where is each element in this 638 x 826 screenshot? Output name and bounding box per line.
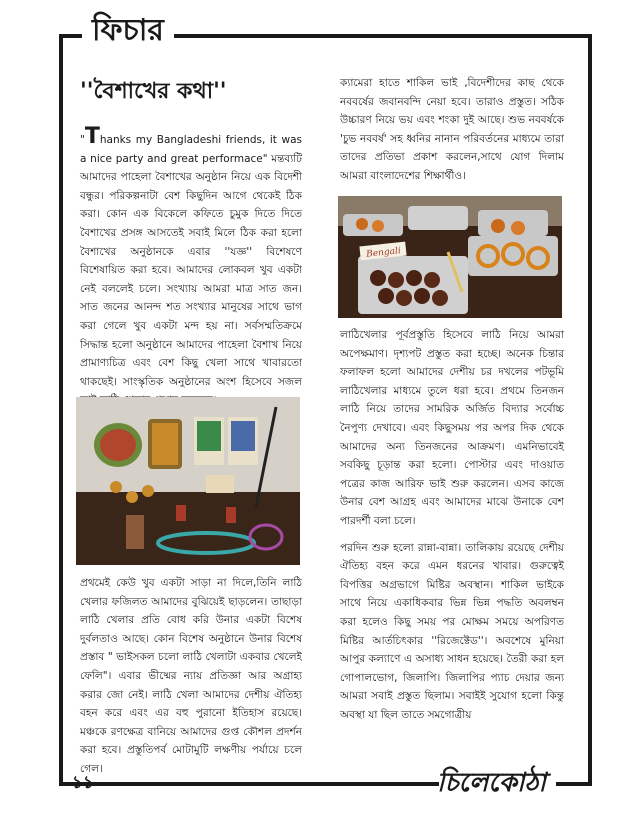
frame-right-line	[588, 34, 592, 786]
food-photo	[338, 196, 562, 318]
frame-bottom-line-right	[556, 782, 592, 786]
left-paragraph-2: প্রথমেই কেউ খুব একটা সাড়া না দিলে,তিনি লাঠি খেলার ফজিলত আমাদের বুঝিয়েই ছাড়লেন। তাছাড়া লাঠি খেলার প্রতি বোধ করি উনার একটা বিশেষ দুর্বলতাও আছে। কোন বিশেষ অনুষ্ঠানে উনার বিশেষ প্রস্তাব " ভাইসকল চলো লাঠি খেলাটা একবার খেলেই ফেলি"। এবার ভীষ্মের ন্যায় প্রতিজ্ঞা আর অগ্রাহ্য করার জো নেই। লাঠি খেলা আমাদের দেশীয় ঐতিহ্য বহন করে এবং এর বহু পুরানো ইতিহাস রয়েছে। মঞ্চকে রণক্ষেত্র বানিয়ে আমাদের গুপ্ত কৌশল প্রদর্শন করা হবে। প্রস্তুতিপর্ব মোটামুটি লক্ষণীয় পর্যায়ে চলে গেল।	[80, 577, 302, 775]
drop-cap: T	[84, 124, 100, 149]
brand-logo: চিলেকোঠা	[437, 768, 546, 798]
right-column-lower	[340, 326, 564, 732]
quote-mark: "	[80, 134, 85, 146]
page-number: ১১	[72, 773, 95, 793]
food-sign-text: Bengali	[365, 246, 402, 260]
right-paragraph-2: লাঠিখেলার পূর্বপ্রস্তুতি হিসেবে লাঠি নিয়ে আমরা অপেক্ষমাণ। দৃশ্যপট প্রস্তুত করা হচ্ছে। অনেক চিন্তার ফলাফল হলো আমাদের দেশীয় চর দখলের পটভূমি লাঠিখেলার মাধ্যমে তুলে ধরা হবে। প্রথমে তিনজন লাঠি নিয়ে তাদের সামরিক অর্জিত বিদ্যার সর্বোচ্চ নৈপুণ্য দেখাবে। এবং কিছুসময় পর অপর দিক থেকে আমাদের অন্য তিনজনের আক্রমণ। এমনিভাবেই সবকিছু চূড়ান্ত করা হলো। পোস্টার এবং দাওয়াত পত্রের কাজ আরিফ ভাই শুরু করলেন। এসব কাজে উনার বেশ আগ্রহ এবং আমাদের মাঝে উনাকে বেশ পারদর্শী বলা চলে।	[340, 329, 564, 527]
left-paragraph-1	[80, 124, 302, 410]
section-label: ফিচার	[82, 6, 174, 56]
left-column-lower	[80, 574, 302, 787]
frame-left-line	[59, 34, 63, 786]
right-paragraph-3: পরদিন শুরু হলো রান্না-বান্না। তালিকায় রয়েছে দেশীয় ঐতিহ্য বহন করে এমন ধরনের খাবার। গুরুত্বেই বিপত্তির অগ্রভাগে মিষ্টির অবস্থান। শাকিল ভাইকে সাথে নিয়ে একাধিকবার ভিন্ন ভিন্ন পদ্ধতি অবলম্বন করা হলেও কিছু সময় পর মোক্ষম সময়ে অপরিণত মিষ্টির আর্তচিৎকার ''রিজেক্টেড''। অবশেষে মুনিয়া আপুর কল্যাণে এ অসাধ্য সাধন হয়েছে। তৈরী করা হল গোপালভোগ, জিলাপি। জিলাপির প্যাচ দেয়ার জন্য আমরা সবাই প্রস্তুত ছিলাম। সবাইই সুযোগ হলো কিন্তু অবস্থা যা ছিল তাতে সমগোত্রীয়	[340, 541, 564, 721]
article-title: ''বৈশাখের কথা''	[80, 79, 227, 104]
left-column-upper	[80, 124, 302, 418]
right-paragraph-1: ক্যামেরা হাতে শাকিল ভাই ,বিদেশীদের কাছ থেকে নববর্ষের জবানবন্দি নেয়া হবে। তারাও প্রস্তুত। সঠিক উচ্চারণ নিয়ে ভয় এবং শংকা দুই আছে। শুভ নববর্ষকে 'চুভ নববর্ষ' সহ ধ্বনির নানান পরিবর্তনের মাধ্যমে তারা তাদের প্রতিভা প্রকাশ করলেন,সাথে যোগ দিলাম আমরা বাংলাদেশের শিক্ষার্থীও।	[340, 77, 564, 182]
crafts-illustration	[76, 397, 300, 565]
crafts-photo	[76, 397, 300, 565]
paragraph-text: hanks my Bangladeshi friends, it was a nice party and great performace" মন্তব্যটি আমাদের পাহেলা বৈশাখের অনুষ্ঠান নিয়ে এক বিদেশী বন্ধুর। পরিকল্পনাটা বেশ কিছুদিন আগে থেকেই ঠিক করা। কোন এক বিকেলে কফিতে চুমুক দিতে দিতে বৈশাখের প্রসঙ্গ আসতেই সবাই মিলে ঠিক করা হলো বৈশাখের অনুষ্ঠানকে এবার ''যজ্ঞ'' বিশেষণে বিশেষায়িত করা হবে। আমাদের লোকবল খুব একটা নেই বললেই চলে। সংখ্যায় আমরা মাত্র সাত জন। সাত জনের আনন্দ শত সংখ্যার মানুষের সাথে ভাগ করা গেলে খুব একটা মন্দ হয় না। সর্বসম্মতিক্রমে সিদ্ধান্ত হলো অনুষ্ঠানে আমাদের পাহেলা বৈশাখ নিয়ে প্রামাণ্যচিত্র এবং বেশ কিছু খেলা সাথে খাবারতো থাকছেই। সাংস্কৃতিক অনুষ্ঠানের অংশ হিসেবে সজল	[80, 134, 302, 388]
right-column-upper	[340, 74, 564, 194]
food-illustration	[338, 196, 562, 318]
